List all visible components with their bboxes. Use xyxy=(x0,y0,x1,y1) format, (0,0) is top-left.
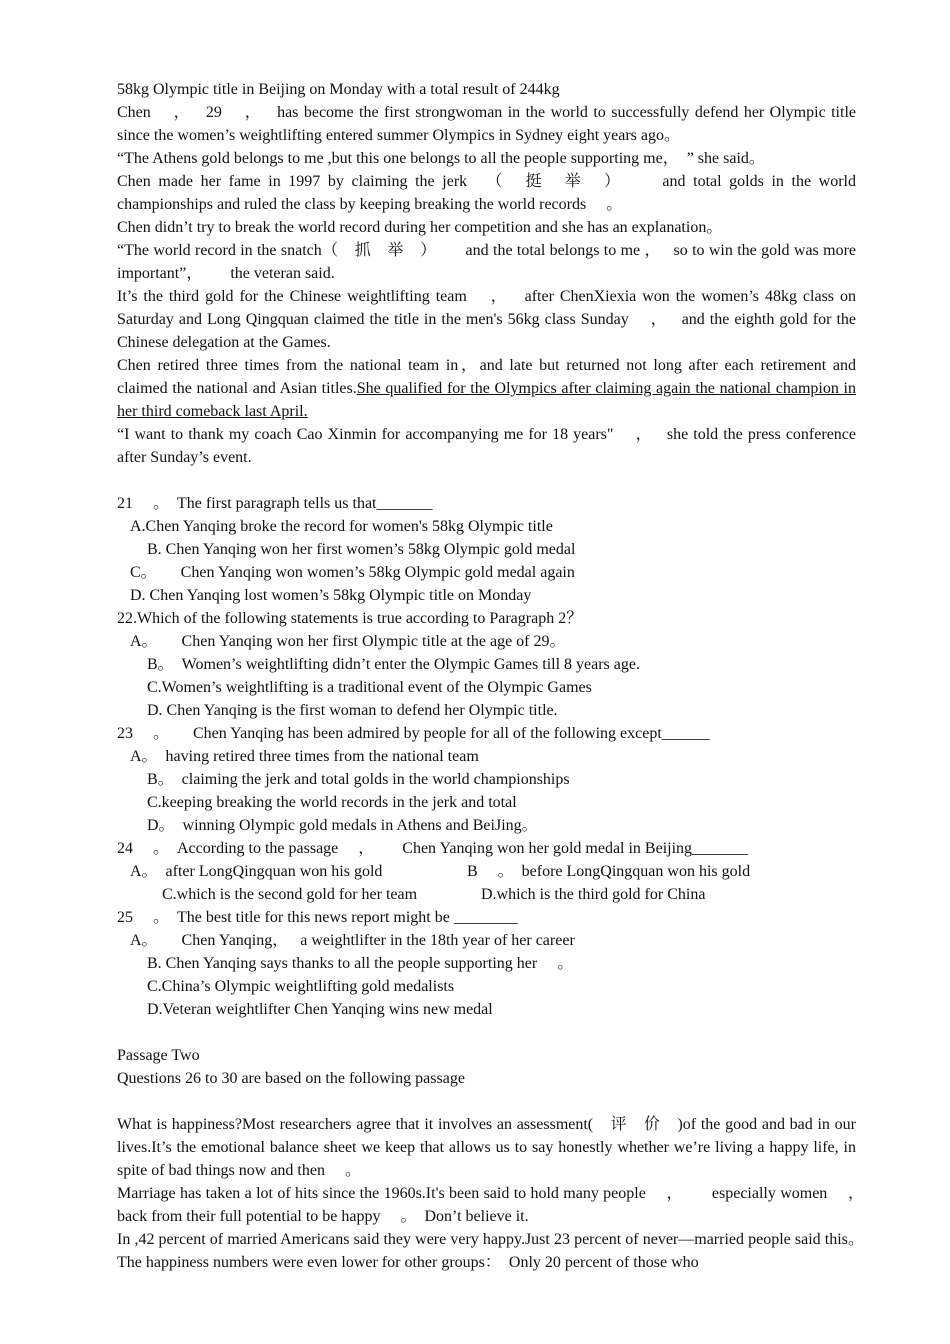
option-d: D. Chen Yanqing is the first woman to defend her Olympic title. xyxy=(147,702,558,719)
option-c: C.which is the second gold for her team xyxy=(162,886,418,903)
paragraph: It’s the third gold for the Chinese weightlifting team ， after ChenXiexia won the women’s 48kg class on Saturday and Long Qingquan claimed the title in the men's 56kg class Sunday ， and the eighth gold for the Chinese delegation at the Games. xyxy=(117,288,856,351)
option-a: A。 having retired three times from the national team xyxy=(130,748,479,765)
paragraph: “The Athens gold belongs to me ,but this one belongs to all the people supporting me， ” she said。 xyxy=(117,150,765,167)
option-d: D. Chen Yanqing lost women’s 58kg Olympic title on Monday xyxy=(130,587,532,604)
option-a: A。 Chen Yanqing won her first Olympic title at the age of 29。 xyxy=(130,633,566,650)
paragraph: In ,42 percent of married Americans said they were very happy.Just 23 percent of never—married people said this。 The happiness numbers were even lower for other groups： Only 20 percent of those who xyxy=(117,1231,873,1271)
document-page xyxy=(117,78,877,1274)
paragraph: Chen ， 29 ， has become the first strongwoman in the world to successfully defend her Olympic title since the women’s weightlifting entered summer Olympics in Sydney eight years ago。 xyxy=(117,104,856,144)
question-stem: 24 。 According to the passage ， Chen Yanqing won her gold medal in Beijing_______ xyxy=(117,840,749,857)
option-b: B. Chen Yanqing says thanks to all the people supporting her 。 xyxy=(147,955,574,972)
question-stem: 22.Which of the following statements is true according to Paragraph 2？ xyxy=(117,610,583,627)
section-subheading: Questions 26 to 30 are based on the following passage xyxy=(117,1070,465,1087)
option-row xyxy=(117,860,856,883)
question-stem: 23 。 Chen Yanqing has been admired by people for all of the following except______ xyxy=(117,725,710,742)
option-row xyxy=(117,883,856,906)
paragraph: Chen didn’t try to break the world record during her competition and she has an explanation。 xyxy=(117,219,723,236)
paragraph: “I want to thank my coach Cao Xinmin for accompanying me for 18 years" ， she told the press conference after Sunday’s event. xyxy=(117,426,856,466)
question-stem: 25 。 The best title for this news report might be ________ xyxy=(117,909,518,926)
option-c: C。 Chen Yanqing won women’s 58kg Olympic gold medal again xyxy=(130,564,575,581)
paragraph: “The world record in the snatch（ 抓 举 ） and the total belongs to me ， so to win the gold was more important”， the veteran said. xyxy=(117,242,856,282)
option-a: A。 after LongQingquan won his gold xyxy=(130,863,383,880)
paragraph-text: Chen retired three times from the national team in，and late but returned not long after each retirement and claimed the national and Asian titles. xyxy=(117,357,856,397)
underlined-sentence: She qualified for the Olympics after claiming again the national champion in her third comeback last April. xyxy=(117,380,856,420)
option-d: D.Veteran weightlifter Chen Yanqing wins new medal xyxy=(147,1001,493,1018)
option-a: A。 Chen Yanqing， a weightlifter in the 18th year of her career xyxy=(130,932,575,949)
paragraph: What is happiness?Most researchers agree that it involves an assessment( 评 价 )of the good and bad in our lives.It’s the emotional balance sheet we keep that allows us to say honestly whether we’re living a happy life, in spite of bad things now and then 。 xyxy=(117,1116,856,1179)
option-c: C.keeping breaking the world records in the jerk and total xyxy=(147,794,517,811)
question-stem: 21 。 The first paragraph tells us that_______ xyxy=(117,495,433,512)
option-b: B。 Women’s weightlifting didn’t enter the Olympic Games till 8 years age. xyxy=(147,656,640,673)
section-heading: Passage Two xyxy=(117,1047,200,1064)
option-a: A.Chen Yanqing broke the record for women's 58kg Olympic title xyxy=(130,518,553,535)
option-b: B。 claiming the jerk and total golds in the world championships xyxy=(147,771,570,788)
option-d: D。 winning Olympic gold medals in Athens and BeiJing。 xyxy=(147,817,538,834)
paragraph: 58kg Olympic title in Beijing on Monday with a total result of 244kg xyxy=(117,81,560,98)
option-c: C.Women’s weightlifting is a traditional event of the Olympic Games xyxy=(147,679,592,696)
option-c: C.China’s Olympic weightlifting gold medalists xyxy=(147,978,455,995)
option-b: B. Chen Yanqing won her first women’s 58kg Olympic gold medal xyxy=(147,541,576,558)
paragraph xyxy=(117,354,856,423)
option-d: D.which is the third gold for China xyxy=(481,886,706,903)
paragraph: Chen made her fame in 1997 by claiming the jerk （ 挺 举 ） and total golds in the world championships and ruled the class by keeping breaking the world records 。 xyxy=(117,173,856,213)
paragraph: Marriage has taken a lot of hits since the 1960s.It's been said to hold many people ， especially women ， back from their full potential to be happy 。 Don’t believe it. xyxy=(117,1185,877,1225)
option-b: B 。 before LongQingquan won his gold xyxy=(467,863,751,880)
